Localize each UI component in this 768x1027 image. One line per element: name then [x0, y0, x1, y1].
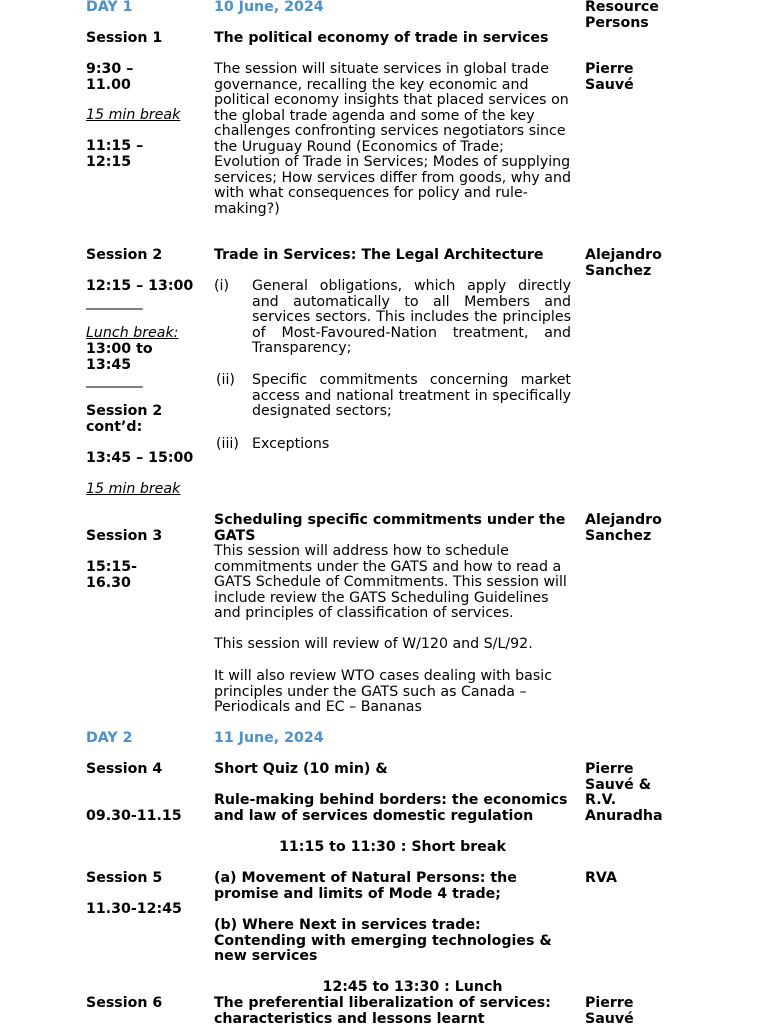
session1-title: The political economy of trade in services [214, 30, 549, 46]
session5-name: Session 5 [86, 870, 163, 886]
session4-title-1: Short Quiz (10 min) & [214, 761, 388, 777]
day1-date: 10 June, 2024 [214, 0, 324, 15]
session4-title-2: Rule-making behind borders: the economics and law of services domestic regulation [214, 792, 568, 824]
day2-label: DAY 2 [86, 730, 133, 746]
lunch-break: 12:45 to 13:30 : Lunch [322, 979, 503, 995]
session5-person: RVA [585, 870, 617, 886]
session2-item-num: (iii) [216, 436, 239, 452]
session1-time: 9:30 – 11.00 [86, 61, 134, 93]
session1-description: The session will situate services in global trade governance, recalling the key economic and political economy insights that placed services on the global trade agenda and some of the key challenges confronting services negotiators since the Uruguay Round (Economics of Trade; Evolution of Trade in Services; Modes of supplying services; How services differ from goods, why and with what consequences for policy and rule-making?) [214, 61, 571, 217]
session6-name: Session 6 [86, 995, 163, 1011]
session3-title: Scheduling specific commitments under the GATS [214, 512, 566, 544]
session2-rule2: ________ [86, 372, 143, 388]
session2-time: 12:15 – 13:00 [86, 278, 194, 294]
session2-break: 15 min break [86, 481, 181, 497]
session2-rule: ________ [86, 294, 143, 310]
session1-name: Session 1 [86, 30, 163, 46]
session5-title-a: (a) Movement of Natural Persons: the promise and limits of Mode 4 trade; [214, 870, 517, 902]
day1-label: DAY 1 [86, 0, 133, 15]
session2-time2: 13:45 – 15:00 [86, 450, 194, 466]
session4-person: Pierre Sauvé & R.V. Anuradha [585, 761, 663, 824]
session2-title: Trade in Services: The Legal Architecture [214, 247, 544, 263]
session1-person: Pierre Sauvé [585, 61, 634, 93]
session6-person: Pierre Sauvé [585, 995, 634, 1027]
session4-time: 09.30-11.15 [86, 808, 182, 824]
session2-item-text: Specific commitments concerning market access and national treatment in specifically designated sectors; [252, 372, 571, 419]
session4-name: Session 4 [86, 761, 163, 777]
session2-lunch-time: 13:00 to 13:45 [86, 341, 153, 373]
session2-item-num: (i) [214, 278, 230, 294]
session3-description-2: This session will review of W/120 and S/L/92. [214, 636, 533, 652]
session6-title: The preferential liberalization of services: characteristics and lessons learnt [214, 995, 551, 1027]
session1-time2: 11:15 – 12:15 [86, 138, 144, 170]
session2-name: Session 2 [86, 247, 163, 263]
resource-persons-header: Resource Persons [585, 0, 659, 31]
session3-description-3: It will also review WTO cases dealing with basic principles under the GATS such as Canada – Periodicals and EC – Bananas [214, 668, 552, 715]
session3-name: Session 3 [86, 528, 163, 544]
session3-person: Alejandro Sanchez [585, 512, 662, 544]
session5-title-b: (b) Where Next in services trade: Contending with emerging technologies & new services [214, 917, 552, 964]
day2-date: 11 June, 2024 [214, 730, 324, 746]
short-break: 11:15 to 11:30 : Short break [279, 839, 506, 855]
session3-time: 15:15- 16.30 [86, 559, 138, 591]
session2-lunch-label: Lunch break: [86, 325, 179, 341]
session2-item-text: General obligations, which apply directly and automatically to all Members and services sectors. This includes the principles of Most-Favoured-Nation treatment, and Transparency; [252, 278, 571, 356]
session3-description: This session will address how to schedule commitments under the GATS and how to read a GATS Schedule of Commitments. This session will include review the GATS Scheduling Guidelines and principles of classification of services. [214, 543, 567, 621]
session5-time: 11.30-12:45 [86, 901, 182, 917]
session1-break: 15 min break [86, 107, 181, 123]
session2-item-num: (ii) [216, 372, 235, 388]
session2-person: Alejandro Sanchez [585, 247, 662, 279]
session2-item-text: Exceptions [252, 436, 330, 452]
session2-contd: Session 2 cont’d: [86, 403, 163, 435]
